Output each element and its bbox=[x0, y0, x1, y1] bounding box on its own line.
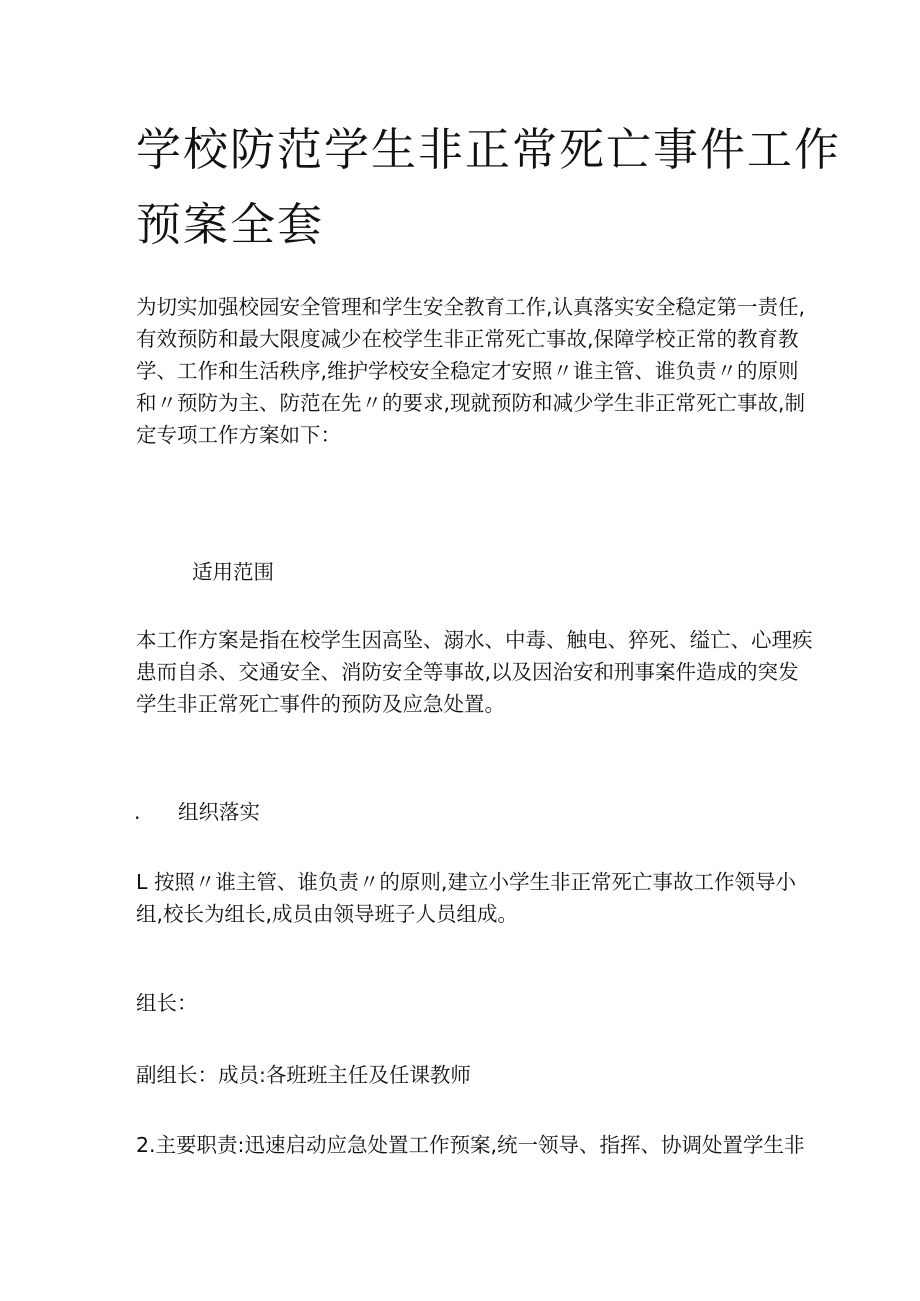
title-line: 预案全套 bbox=[136, 198, 325, 251]
section-heading-text: 组织落实 bbox=[178, 800, 260, 824]
paragraph-line: 本工作方案是指在校学生因高坠、溺水、中毒、触电、猝死、缢亡、心理疾 bbox=[136, 628, 813, 652]
title-line: 学校防范学生非正常死亡事件工作 bbox=[136, 123, 842, 176]
section-marker: . bbox=[134, 800, 141, 824]
paragraph-line: 2.主要职责:迅速启动应急处置工作预案,统一领导、指挥、协调处置学生非 bbox=[136, 1133, 805, 1157]
scope-paragraph bbox=[136, 624, 813, 720]
paragraph-line: 患而自杀、交通安全、消防安全等事故,以及因治安和刑事案件造成的突发 bbox=[136, 660, 799, 684]
section-heading-text: 适用范围 bbox=[192, 560, 274, 584]
document-title bbox=[136, 112, 842, 262]
paragraph-line: 学、工作和生活秩序,维护学校安全稳定才安照〃谁主管、谁负责〃的原则 bbox=[136, 359, 799, 383]
paragraph-line: L 按照〃谁主管、谁负责〃的原则,建立小学生非正常死亡事故工作领导小 bbox=[136, 870, 796, 894]
paragraph-line: 有效预防和最大限度减少在校学生非正常死亡事故,保障学校正常的教育教 bbox=[136, 327, 799, 351]
section-heading-scope bbox=[192, 556, 274, 588]
deputy-line bbox=[136, 1059, 796, 1091]
paragraph-line: 副组长：成员:各班班主任及任课教师 bbox=[136, 1063, 471, 1087]
section-heading-organization bbox=[134, 796, 260, 828]
paragraph-line: 组,校长为组长,成员由领导班子人员组成。 bbox=[136, 902, 519, 926]
paragraph-line: 学生非正常死亡事件的预防及应急处置。 bbox=[136, 692, 505, 716]
leader-line bbox=[136, 987, 796, 1019]
paragraph-line: 和〃预防为主、防范在先〃的要求,现就预防和减少学生非正常死亡事故,制 bbox=[136, 391, 806, 415]
intro-paragraph bbox=[136, 291, 806, 451]
item2-paragraph bbox=[136, 1129, 805, 1161]
paragraph-line: 定专项工作方案如下： bbox=[136, 423, 341, 447]
paragraph-line: 组长： bbox=[136, 991, 198, 1015]
item1-paragraph bbox=[136, 866, 796, 930]
paragraph-line: 为切实加强校园安全管理和学生安全教育工作,认真落实安全稳定第一责任, bbox=[136, 295, 806, 319]
